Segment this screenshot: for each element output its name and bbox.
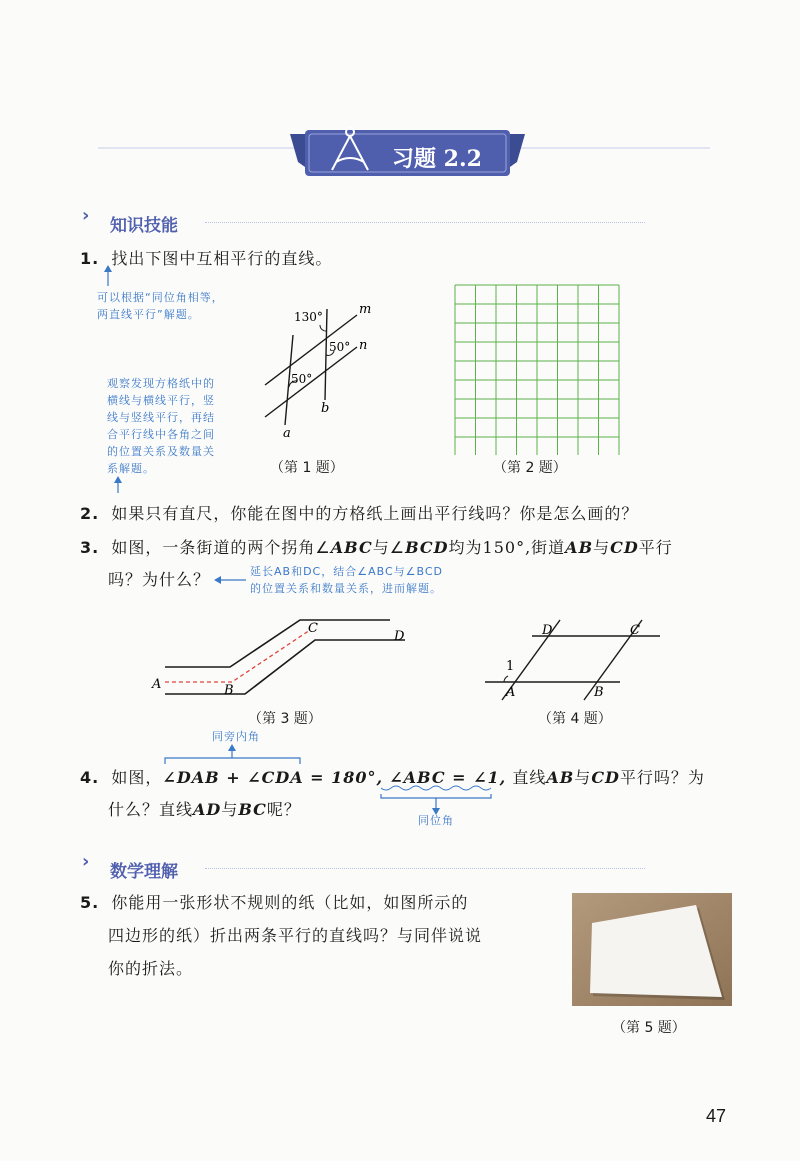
section-title-understanding: 数学理解 (110, 862, 178, 882)
figure-3 (150, 612, 420, 712)
label-C: C (630, 623, 640, 638)
label-n: n (359, 338, 368, 353)
line-b (325, 309, 327, 400)
question-4-line2: 什么？直线AD与BC呢？ (108, 800, 301, 819)
label-1: 1 (506, 659, 515, 674)
note-arrow-icon (212, 573, 248, 587)
page-title: 习题 2.2 (392, 146, 482, 172)
section-divider (205, 868, 645, 869)
hint-note-q1b: 观察发现方格纸中的 横线与横线平行，竖 线与竖线平行，再结 合平行线中各角之间 的位置关系及数量关 系解题。 (107, 377, 215, 475)
question-5: 5. 你能用一张形状不规则的纸（比如，如图所示的 四边形的纸）折出两条平行的直线吗？与同伴说说 你的折法。 (80, 893, 483, 978)
figure-2-grid (450, 280, 630, 455)
question-3: 3. 如图，一条街道的两个拐角∠ABC与∠BCD均为150°,街道AB与CD平行 (80, 538, 673, 557)
question-number: 2. (80, 504, 100, 523)
question-number: 5. (80, 893, 100, 912)
question-text: 找出下图中互相平行的直线。 (111, 249, 333, 268)
hint-note-q1a: 可以根据“同位角相等， 两直线平行”解题。 (97, 291, 224, 321)
label-a: a (283, 426, 291, 441)
page-number: 47 (706, 1106, 727, 1126)
section-divider (205, 222, 645, 223)
hint-note-q3: 延长AB和DC，结合∠ABC与∠BCD 的位置关系和数量关系，进而解题。 (250, 565, 444, 595)
label-m: m (359, 302, 372, 317)
label-B: B (224, 683, 234, 698)
note-corresponding-angles: 同位角 (418, 814, 454, 827)
caption-figure-1: （第 1 题） (270, 460, 344, 476)
label-A: A (152, 677, 162, 692)
question-4: 4. 如图，∠DAB + ∠CDA = 180°, ∠ABC = ∠1, 直线AB与CD平行吗？为 (80, 768, 705, 787)
figure-4 (480, 612, 680, 702)
label-b: b (321, 401, 330, 416)
note-connector (98, 262, 118, 292)
label-B: B (594, 685, 604, 700)
note-same-side-angles: 同旁内角 (212, 730, 260, 743)
caption-figure-5: （第 5 题） (612, 1020, 686, 1036)
label-130: 130° (294, 310, 323, 324)
label-D: D (394, 629, 405, 644)
question-text: 如果只有直尺，你能在图中的方格纸上画出平行线吗？你是怎么画的？ (111, 504, 639, 523)
question-number: 3. (80, 538, 100, 557)
caption-figure-3: （第 3 题） (248, 711, 322, 727)
label-A: A (506, 685, 516, 700)
section-arrow-icon: › (82, 851, 90, 872)
question-3-line2: 吗？为什么？ (108, 570, 211, 589)
question-number: 1. (80, 249, 100, 268)
note-connector (108, 473, 128, 495)
question-number: 4. (80, 768, 100, 787)
section-title-skills: 知识技能 (110, 216, 178, 236)
caption-figure-4: （第 4 题） (538, 711, 612, 727)
question-2 (80, 499, 638, 529)
figure-5-paper-photo (572, 893, 732, 1006)
figure-1 (245, 295, 385, 445)
caption-figure-2: （第 2 题） (493, 460, 567, 476)
label-D: D (542, 623, 553, 638)
section-arrow-icon: › (82, 205, 90, 226)
label-C: C (308, 621, 318, 636)
label-50-bottom: 50° (291, 372, 313, 386)
label-50-top: 50° (329, 340, 351, 354)
